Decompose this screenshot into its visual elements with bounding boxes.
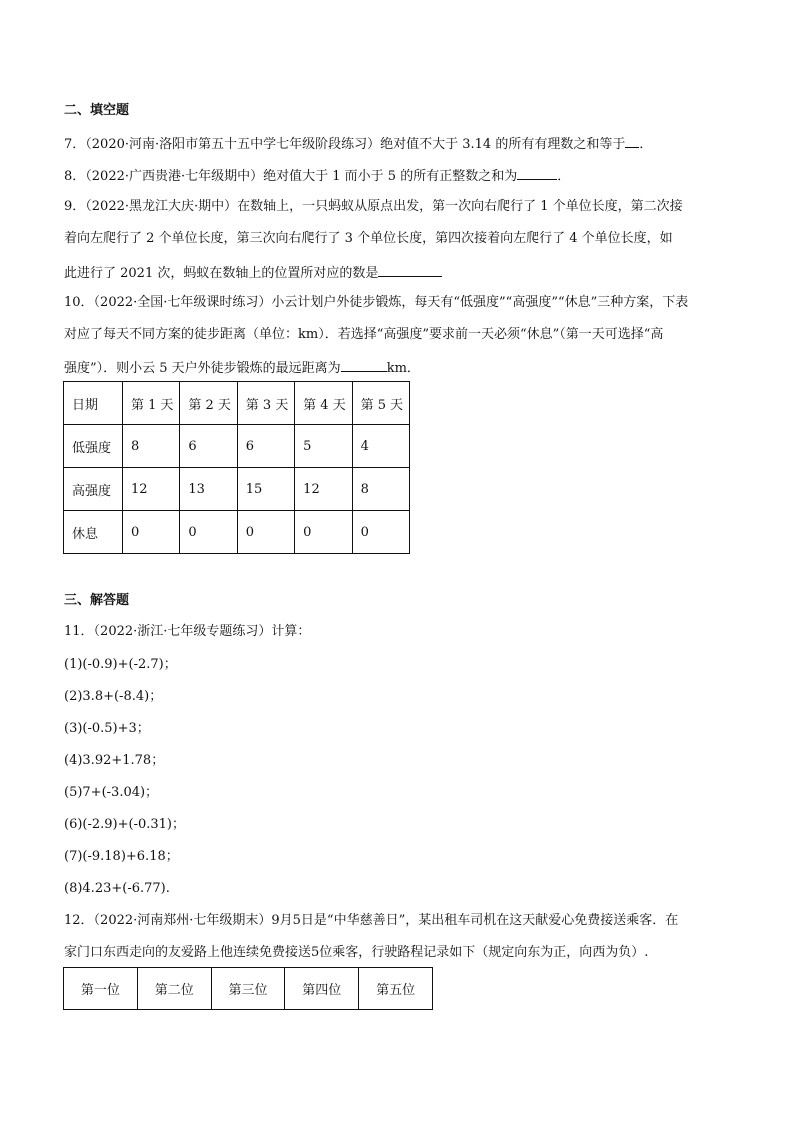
answer-blank (625, 133, 639, 148)
table-cell: 8 (352, 468, 409, 511)
table-cell: 第 4 天 (295, 382, 352, 425)
question-12-line-1: 12．（2022·河南郑州·七年级期末）9月5日是“中华慈善日”，某出租车司机在这天献爱心免费接送乘客．在 (64, 913, 679, 928)
question-11: 11．（2022·浙江·七年级专题练习）计算： (64, 624, 311, 639)
table-cell: 第一位 (64, 968, 138, 1010)
question-10-line-2: 对应了每天不同方案的徒步距离（单位：km）．若选择“高强度”要求前一天必须“休息”（第一天可选择“高 (64, 327, 664, 342)
question-10-line-3: 强度”）．则小云 5 天户外徒步锻炼的最远距离为 km． (64, 357, 420, 378)
table-row (64, 468, 410, 511)
question-12-line-2: 家门口东西走向的友爱路上他连续免费接送5位乘客，行驶路程记录如下（规定向东为正，向西为负）. (64, 945, 649, 960)
question-8: 8．（2022·广西贵港·七年级期中）绝对值大于 1 而小于 5 的所有正整数之和为 ． (64, 165, 570, 186)
list-item: (8)4.23+(-6.77). (64, 881, 170, 896)
table-cell: 0 (352, 511, 409, 554)
question-9-line-2: 着向左爬行了 2 个单位长度，第三次向右爬行了 3 个单位长度，第四次接着向左爬行了 4 个单位长度，如 (64, 231, 673, 246)
table-cell: 6 (237, 425, 294, 468)
table-cell: 6 (180, 425, 237, 468)
table-cell: 4 (352, 425, 409, 468)
table-cell: 日期 (64, 382, 123, 425)
question-7: 7．（2020·河南·洛阳市第五十五中学七年级阶段练习）绝对值不大于 3.14 的所有有理数之和等于 ． (64, 133, 652, 154)
table-cell: 0 (237, 511, 294, 554)
table-cell: 15 (237, 468, 294, 511)
question-7-text: 7．（2020·河南·洛阳市第五十五中学七年级阶段练习）绝对值不大于 3.14 的所有有理数之和等于 (64, 137, 626, 152)
question-9-line-1: 9．（2022·黑龙江大庆·期中）在数轴上，一只蚂蚁从原点出发，第一次向右爬行了 1 个单位长度，第二次接 (64, 199, 683, 214)
table-cell: 8 (123, 425, 180, 468)
question-9-line-3: 此进行了 2021 次，蚂蚁在数轴上的位置所对应的数是 (64, 262, 442, 283)
table-cell: 第 1 天 (123, 382, 180, 425)
list-item: (1)(-0.9)+(-2.7)； (64, 657, 177, 672)
answer-blank (341, 357, 387, 372)
answer-blank (517, 165, 557, 180)
table-cell: 第五位 (359, 968, 433, 1010)
table-cell: 第三位 (211, 968, 285, 1010)
table-cell: 12 (123, 468, 180, 511)
table-cell: 5 (295, 425, 352, 468)
table-row (64, 425, 410, 468)
list-item: (2)3.8+(-8.4)； (64, 689, 163, 704)
table-cell: 休息 (64, 511, 123, 554)
distance-table (63, 381, 410, 554)
table-cell: 第四位 (285, 968, 359, 1010)
table-row (64, 511, 410, 554)
answer-blank (378, 262, 442, 277)
table-cell: 12 (295, 468, 352, 511)
table-cell: 第 5 天 (352, 382, 409, 425)
list-item: (7)(-9.18)+6.18； (64, 849, 179, 864)
question-8-text: 8．（2022·广西贵港·七年级期中）绝对值大于 1 而小于 5 的所有正整数之和为 (64, 169, 518, 184)
list-item: (6)(-2.9)+(-0.31)； (64, 817, 185, 832)
table-cell: 0 (123, 511, 180, 554)
table-header-row (64, 382, 410, 425)
section-title-solve: 三、解答题 (64, 593, 130, 608)
question-10-line-1: 10．（2022·全国·七年级课时练习）小云计划户外徒步锻炼，每天有“低强度”“高强度”“休息”三种方案，下表 (64, 295, 689, 310)
passenger-table (63, 967, 433, 1010)
list-item: (3)(-0.5)+3； (64, 721, 150, 736)
table-cell: 0 (295, 511, 352, 554)
list-item: (4)3.92+1.78； (64, 753, 165, 768)
table-cell: 低强度 (64, 425, 123, 468)
table-cell: 第 3 天 (237, 382, 294, 425)
table-cell: 0 (180, 511, 237, 554)
table-cell: 第 2 天 (180, 382, 237, 425)
table-cell: 高强度 (64, 468, 123, 511)
table-header-row (64, 968, 433, 1010)
section-title-fill-blank: 二、填空题 (64, 103, 130, 118)
table-cell: 13 (180, 468, 237, 511)
table-cell: 第二位 (137, 968, 211, 1010)
list-item: (5)7+(-3.04)； (64, 785, 159, 800)
